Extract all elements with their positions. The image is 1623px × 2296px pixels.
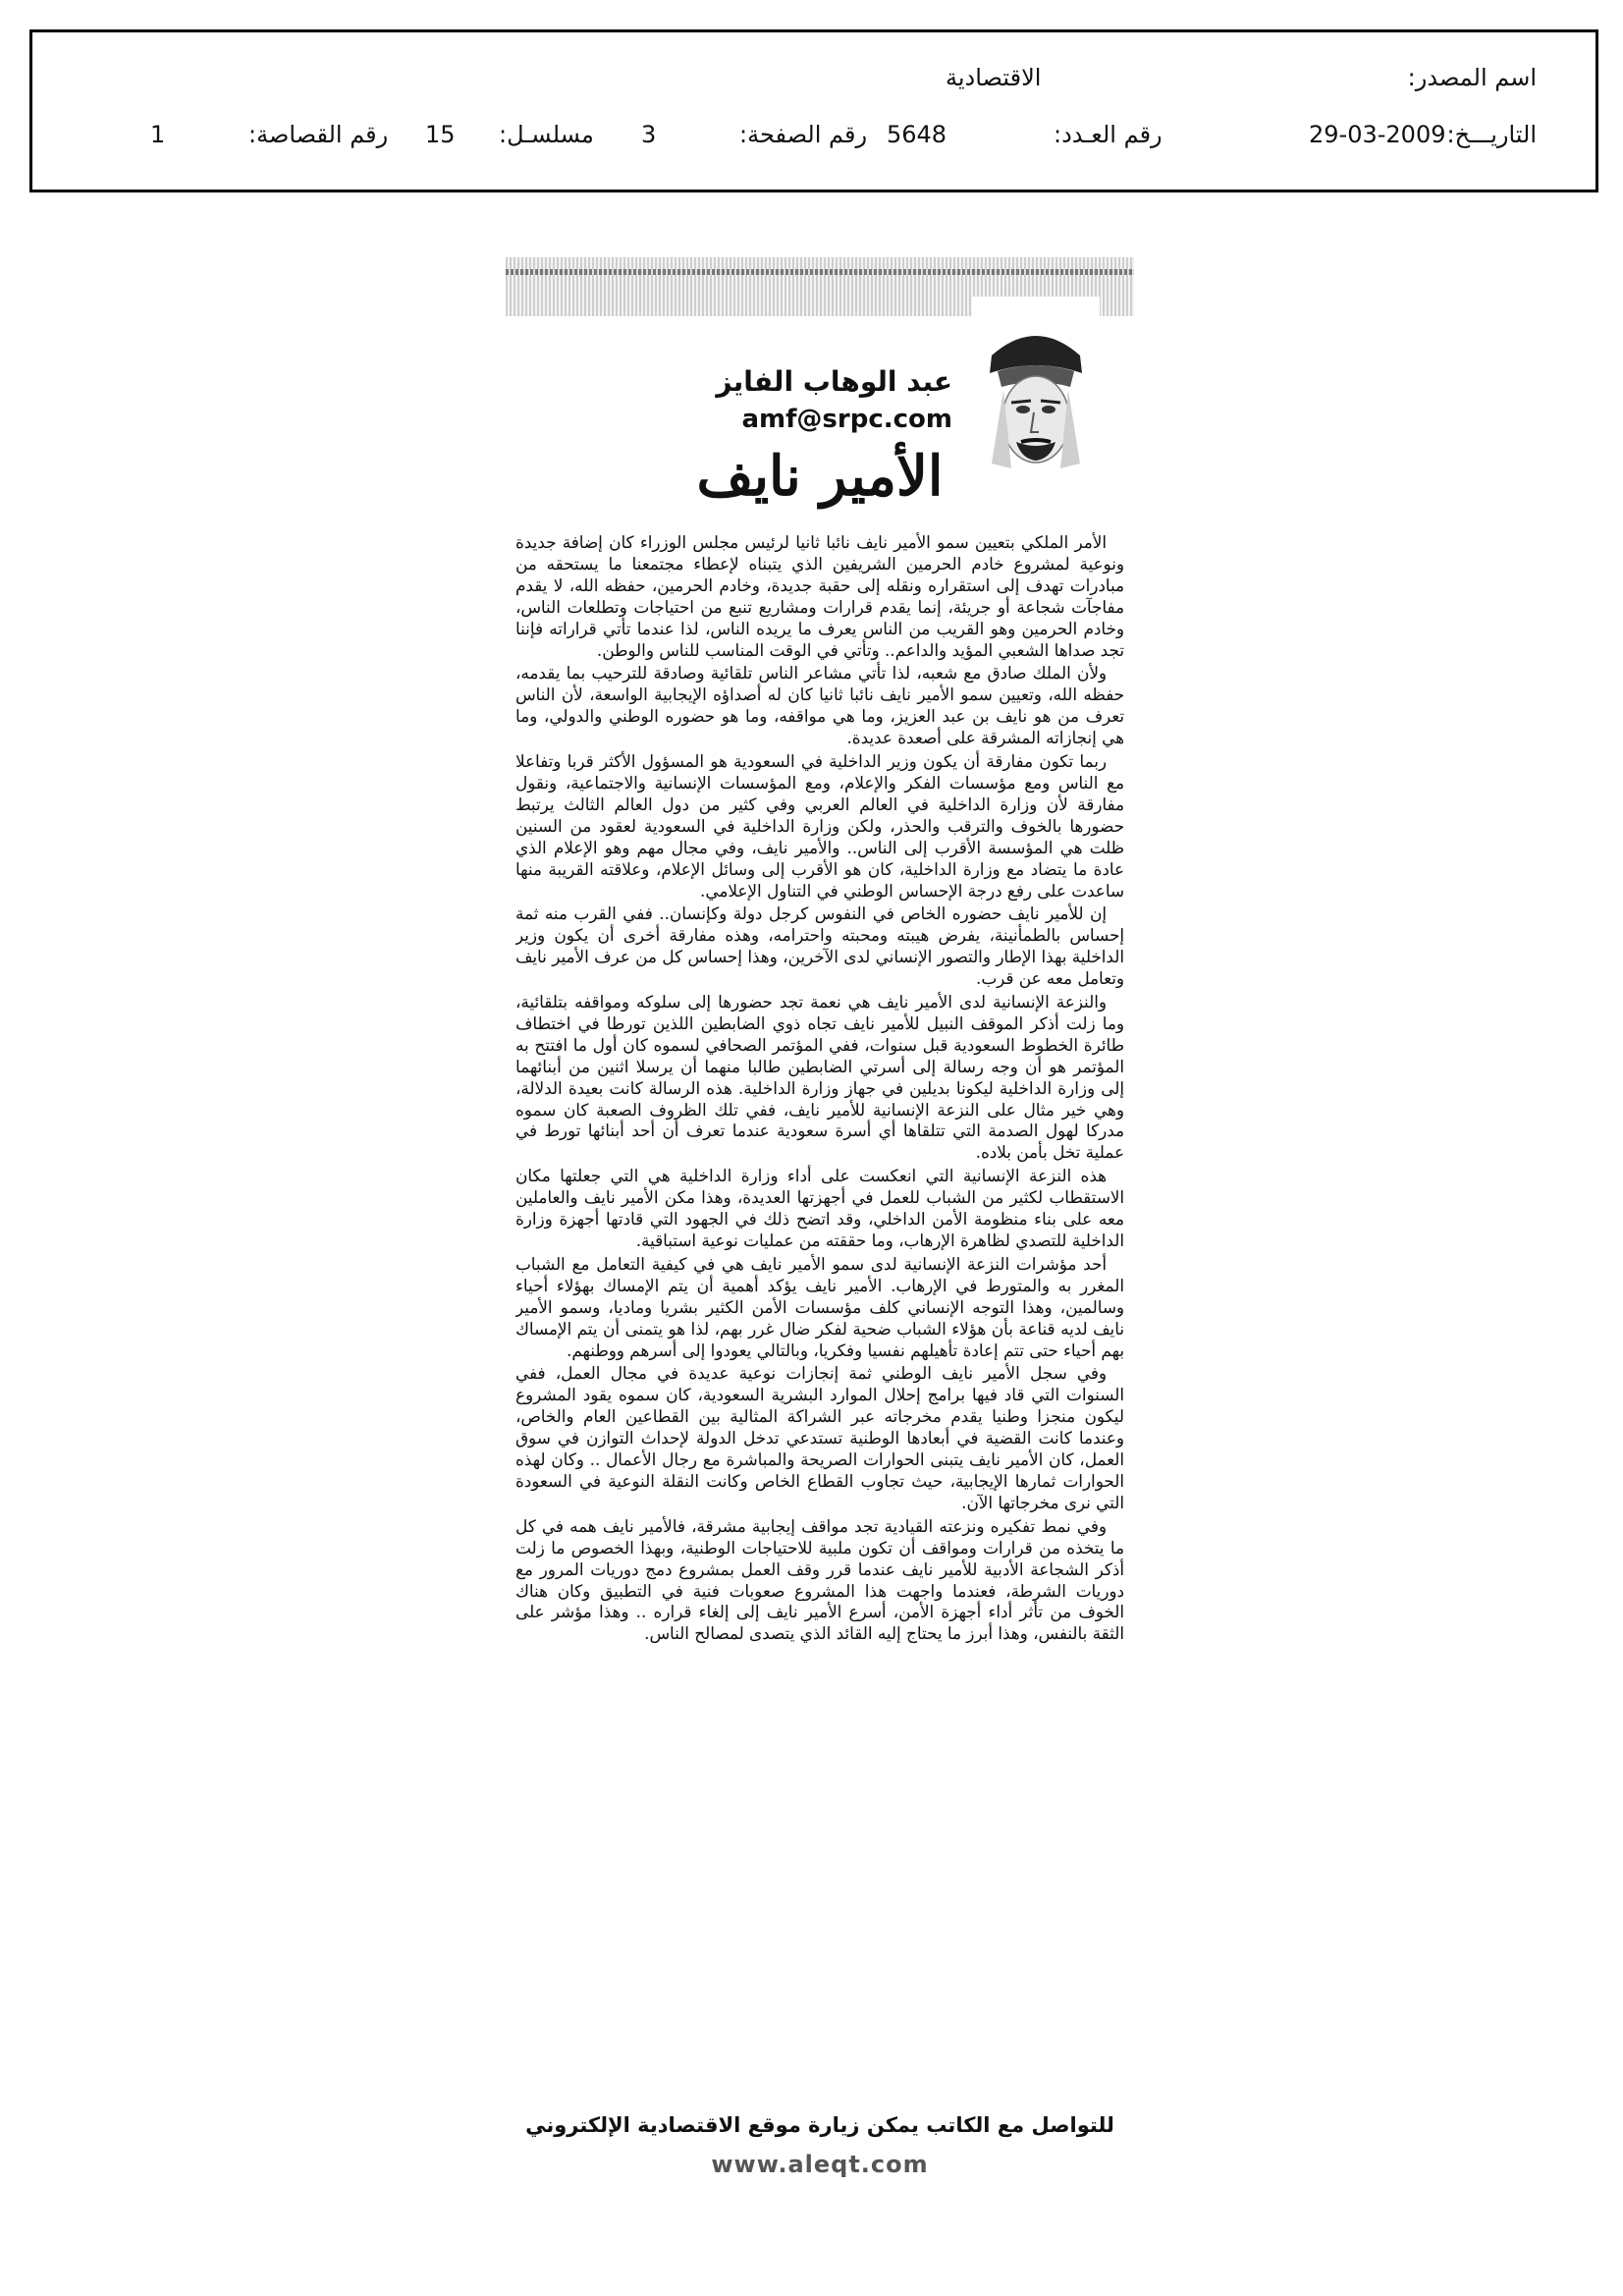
clip-label: رقم القصاصة:	[248, 121, 389, 148]
article-title: الأمير نايف	[696, 444, 944, 509]
serial-label: مسلسـل:	[499, 121, 594, 148]
article-paragraph: وفي نمط تفكيره ونزعته القيادية تجد مواقف إيجابية مشرقة، فالأمير نايف همه في كل ما يتخذه من قرارات ومواقف أن تكون ملبية للاحتياجات الوطنية، وبهذا الخصوص ما زلت أذكر الشجاعة الأدبية للأمير نايف عندما قرر وقف العمل بمشروع دمج دوريات المرور مع دوريات الشرطة، فعندما واجهت هذا المشروع صعوبات فنية في التطبيق وكان هناك الخوف من تأثر أداء أجهزة الأمن، أسرع الأمير نايف إلى إلغاء قراره .. وهذا مؤشر على الثقة بالنفس، وهذا أبرز ما يحتاج إليه القائد الذي يتصدى لمصالح الناس.	[515, 1515, 1124, 1644]
scan-banner-line	[506, 269, 1134, 275]
serial-value: 15	[425, 121, 456, 148]
document-header	[29, 29, 1598, 192]
issue-value: 5648	[887, 121, 947, 148]
article-paragraph: ربما تكون مفارقة أن يكون وزير الداخلية في السعودية هو المسؤول الأكثر قربا وتفاعلا مع الناس ومع مؤسسات الفكر والإعلام، ومع المؤسسات الإنسانية والاجتماعية، ونقول مفارقة لأن وزارة الداخلية في العالم العربي وفي كثير من دول العالم الثالث يرتبط حضورها بالخوف والترقب والحذر، ولكن وزارة الداخلية في السعودية لعقود من السنين ظلت هي المؤسسة الأقرب إلى الناس.. والأمير نايف، وفي مجال مهم وهو الإعلام الذي عادة ما يتضاد مع وزارة الداخلية، كان هو الأقرب إلى وسائل الإعلام، وعلاقته القريبة منها ساعدت على رفع درجة الإحساس الوطني في التناول الإعلامي.	[515, 751, 1124, 901]
article-paragraph: وفي سجل الأمير نايف الوطني ثمة إنجازات نوعية عديدة في مجال العمل، ففي السنوات التي قاد فيها برامج إحلال الموارد البشرية السعودية، كان سموه يقود المشروع ليكون منجزا وطنيا يقدم مخرجاته عبر الشراكة المثالية بين القطاعين العام والخاص، وعندما كانت القضية في أبعادها الوطنية تستدعي تدخل الدولة لإحداث التوازن في سوق العمل، كان الأمير نايف يتبنى الحوارات الصريحة والمباشرة مع رجال الأعمال .. وكان لهذه الحوارات ثمارها الإيجابية، حيث تجاوب القطاع الخاص وكانت النقلة النوعية في السعودة التي نرى مخرجاتها الآن.	[515, 1363, 1124, 1512]
article-paragraph: هذه النزعة الإنسانية التي انعكست على أداء وزارة الداخلية هي التي جعلتها مكان الاستقطاب لكثير من الشباب للعمل في أجهزتها العديدة، وهذا مكن الأمير نايف والعاملين معه على بناء منظومة الأمن الداخلي، وقد اتضح ذلك في الجهود التي قادتها أجهزة وزارة الداخلية للتصدي لظاهرة الإرهاب، وما حققته من عمليات نوعية استباقية.	[515, 1166, 1124, 1250]
issue-label: رقم العـدد:	[1054, 121, 1163, 148]
article-paragraph: إن للأمير نايف حضوره الخاص في النفوس كرجل دولة وكإنسان.. ففي القرب منه ثمة إحساس بالطمأنينة، يفرض هيبته ومحبته واحترامه، وهذه مفارقة أخرى أن يكون وزير الداخلية بهذا الإطار والتصور الإنساني لدى الآخرين، وهذا إحساس كل من عرف الأمير نايف وتعامل معه عن قرب.	[515, 903, 1124, 989]
page-label: رقم الصفحة:	[739, 121, 868, 148]
newspaper-clipping	[506, 257, 1134, 2178]
source-label: اسم المصدر:	[1407, 64, 1537, 91]
footer-contact-note: للتواصل مع الكاتب يمكن زيارة موقع الاقتصادية الإلكتروني	[525, 2113, 1114, 2137]
article-paragraph: ولأن الملك صادق مع شعبه، لذا تأتي مشاعر الناس تلقائية وصادقة للترحيب بما يقدمه، حفظه الله، وتعيين سمو الأمير نايف نائبا ثانيا كان له أصداؤه الإيجابية الواسعة، لأن الناس تعرف من هو نايف بن عبد العزيز، وما هي مواقفه، وما هو حضوره الوطني والدولي، وما هي إنجازاته المشرقة على أصعدة عديدة.	[515, 663, 1124, 748]
page-value: 3	[641, 121, 657, 148]
footer-website-url: www.aleqt.com	[711, 2151, 929, 2178]
article-paragraph: والنزعة الإنسانية لدى الأمير نايف هي نعمة تجد حضورها إلى سلوكه ومواقفه بتلقائية، وما زلت أذكر الموقف النبيل للأمير نايف تجاه ذوي الضابطين اللذين تورطا في اختطاف طائرة الخطوط السعودية قبل سنوات، ففي المؤتمر الصحافي لسموه كان أول ما افتتح به المؤتمر هو أن وجه رسالة إلى أسرتي الضابطين طالبا منهما أن يرسلا اثنين من أبنائهما إلى وزارة الداخلية ليكونا بديلين في جهاز وزارة الداخلية. هذه الرسالة كانت بعيدة الدلالة، وهي خير مثال على النزعة الإنسانية للأمير نايف، ففي تلك الظروف الصعبة كان سموه مدركا لهول الصدمة التي تتلقاها أي أسرة سعودية عندما تعرف أن أحد أبنائها تورط في عملية تخل بأمن بلاده.	[515, 992, 1124, 1163]
article-paragraph: الأمر الملكي بتعيين سمو الأمير نايف نائبا ثانيا لرئيس مجلس الوزراء كان إضافة جديدة ونوعية لمشروع خادم الحرمين الشريفين الذي يتبناه لإعطاء مجتمعنا ما يستحقه من مبادرات تهدف إلى استقراره ونقله إلى حقبة جديدة، وخادم الحرمين، حفظه الله، لا يقدم مفاجآت شجاعة أو جريئة، إنما يقدم قرارات ومشاريع تنبع من احتياجات وتطلعات الناس، وخادم الحرمين وهو القريب من الناس يعرف ما يريده الناس، لذا عندما تأتي قراراته فإننا تجد صداها الشعبي المؤيد والداعم.. وتأتي في الوقت المناسب للناس والوطن.	[515, 532, 1124, 660]
article-body	[515, 532, 1124, 1838]
author-email: amf@srpc.com	[741, 405, 952, 434]
article-paragraph: أحد مؤشرات النزعة الإنسانية لدى سمو الأمير نايف هي في كيفية التعامل مع الشباب المغرر به والمتورط في الإرهاب. الأمير نايف يؤكد أهمية أن يتم الإمساك بهؤلاء أحياء وسالمين، وهذا التوجه الإنساني كلف مؤسسات الأمن الكثير بشريا وماديا، وسمو الأمير نايف لديه قناعة بأن هؤلاء الشباب ضحية لفكر ضال غرر بهم، لذا هو يتمنى أن يتم الإمساك بهم أحياء حتى تتم إعادة تأهيلهم نفسيا وفكريا، وبالتالي يعودوا إلى أسرهم ووطنهم.	[515, 1253, 1124, 1360]
clip-value: 1	[150, 121, 166, 148]
author-name: عبد الوهاب الفايز	[716, 365, 952, 398]
date-value: 29-03-2009	[1309, 121, 1446, 148]
date-label: التاريـــخ:	[1446, 121, 1537, 148]
source-value: الاقتصادية	[946, 64, 1042, 91]
